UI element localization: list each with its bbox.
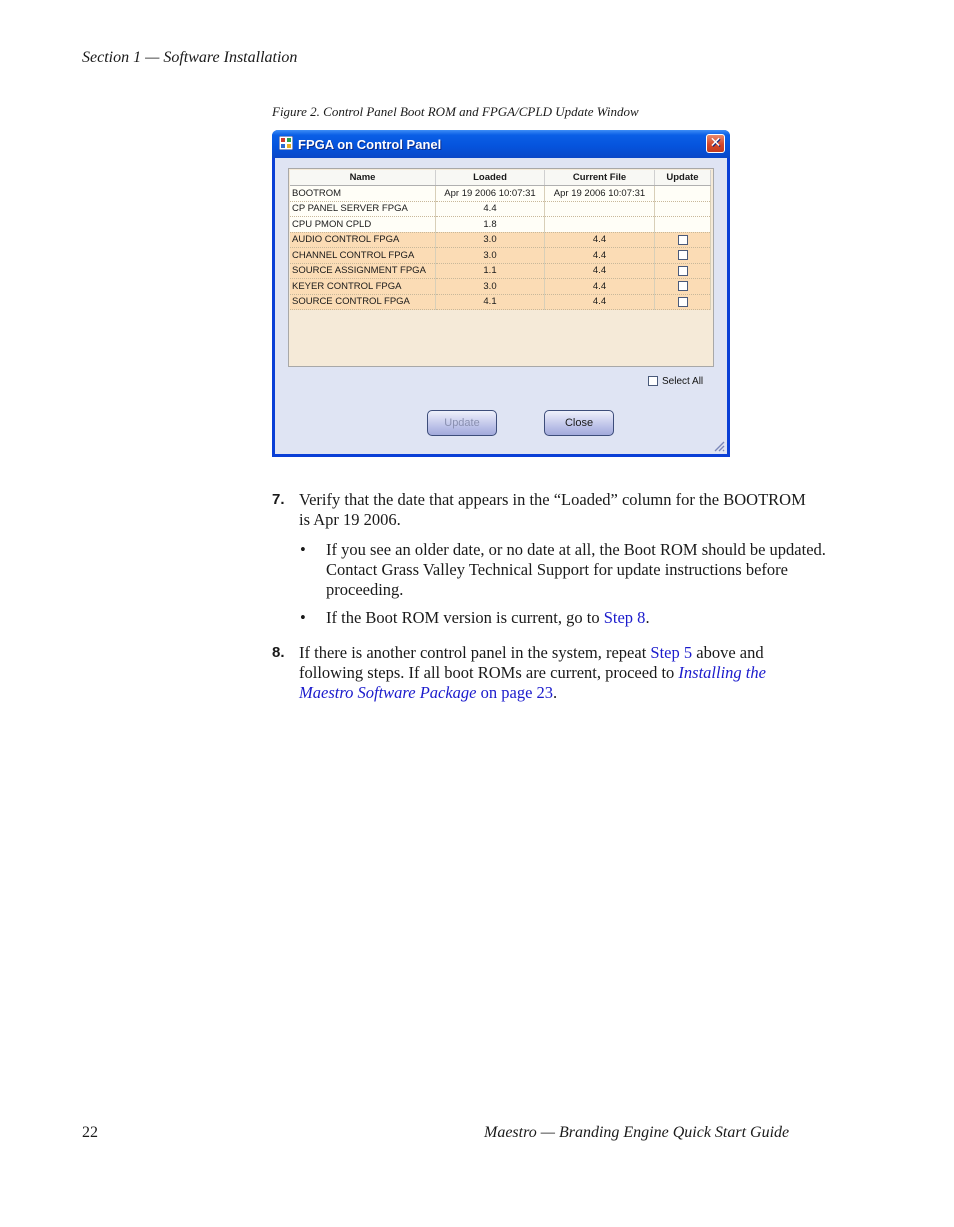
row-update-cell xyxy=(655,217,711,233)
row-name: CP PANEL SERVER FPGA xyxy=(290,201,436,217)
page-number: 22 xyxy=(82,1124,98,1141)
row-name: SOURCE ASSIGNMENT FPGA xyxy=(290,263,436,279)
row-loaded: 1.8 xyxy=(436,217,545,233)
row-loaded: 1.1 xyxy=(436,263,545,279)
table-row[interactable] xyxy=(290,186,711,202)
bullet-2-end: . xyxy=(645,608,650,627)
step-8-intro: If there is another control panel in the system, repeat xyxy=(299,643,651,662)
row-current-file: 4.4 xyxy=(545,248,655,264)
table-header-row xyxy=(290,170,711,186)
column-header-current-file[interactable]: Current File xyxy=(545,170,655,186)
table-row[interactable] xyxy=(290,217,711,233)
table-row[interactable] xyxy=(290,248,711,264)
row-name: KEYER CONTROL FPGA xyxy=(290,279,436,295)
step-7-text: Verify that the date that appears in the “Loaded” column for the BOOTROM is Apr 19 2006. xyxy=(299,490,806,529)
row-loaded: 4.1 xyxy=(436,294,545,310)
row-update-cell xyxy=(655,232,711,248)
step-8-middle: above and following steps. If all boot ROMs are current, proceed to xyxy=(299,643,764,682)
row-loaded: Apr 19 2006 10:07:31 xyxy=(436,186,545,202)
row-current-file: Apr 19 2006 10:07:31 xyxy=(545,186,655,202)
step-7-number: 7. xyxy=(272,491,285,508)
row-loaded: 3.0 xyxy=(436,279,545,295)
table-row[interactable] xyxy=(290,279,711,295)
step-5-link[interactable]: Step 5 xyxy=(650,643,693,662)
installing-package-link-page: on page 23 xyxy=(476,683,554,702)
update-checkbox[interactable] xyxy=(678,297,688,307)
figure-caption: Figure 2. Control Panel Boot ROM and FPGA/CPLD Update Window xyxy=(272,104,639,119)
row-update-cell xyxy=(655,186,711,202)
table-row[interactable] xyxy=(290,201,711,217)
step-7-bullet-1: If you see an older date, or no date at all, the Boot ROM should be updated. Contact Grass Valley Technical Support for update instructions before proceeding. xyxy=(326,540,826,599)
table-row[interactable] xyxy=(290,263,711,279)
row-name: BOOTROM xyxy=(290,186,436,202)
row-name: SOURCE CONTROL FPGA xyxy=(290,294,436,310)
footer-title: Maestro — Branding Engine Quick Start Guide xyxy=(484,1124,790,1141)
row-current-file: 4.4 xyxy=(545,232,655,248)
column-header-name[interactable]: Name xyxy=(290,170,436,186)
row-current-file xyxy=(545,217,655,233)
resize-grip-icon[interactable] xyxy=(713,440,725,452)
row-update-cell xyxy=(655,248,711,264)
fpga-table xyxy=(290,170,711,310)
row-current-file xyxy=(545,201,655,217)
fpga-update-window xyxy=(272,130,730,457)
row-loaded: 4.4 xyxy=(436,201,545,217)
bullet-2-text: If the Boot ROM version is current, go to xyxy=(326,608,604,627)
row-name: CHANNEL CONTROL FPGA xyxy=(290,248,436,264)
step-8-end: . xyxy=(553,683,558,702)
window-close-icon[interactable]: ✕ xyxy=(706,134,725,153)
row-current-file: 4.4 xyxy=(545,294,655,310)
row-update-cell xyxy=(655,201,711,217)
row-name: CPU PMON CPLD xyxy=(290,217,436,233)
select-all-control[interactable] xyxy=(648,376,703,387)
row-current-file: 4.4 xyxy=(545,279,655,295)
column-header-loaded[interactable]: Loaded xyxy=(436,170,545,186)
step-8-text xyxy=(299,643,819,703)
installing-package-link-title: Installing the Maestro Software Package xyxy=(299,663,766,702)
row-update-cell xyxy=(655,263,711,279)
update-checkbox[interactable] xyxy=(678,250,688,260)
window-title: FPGA on Control Panel xyxy=(298,137,442,152)
row-update-cell xyxy=(655,279,711,295)
update-checkbox[interactable] xyxy=(678,266,688,276)
update-checkbox[interactable] xyxy=(678,281,688,291)
section-header: Section 1 — Software Installation xyxy=(82,49,298,66)
application-icon xyxy=(279,136,293,150)
update-button[interactable]: Update xyxy=(427,410,497,436)
row-name: AUDIO CONTROL FPGA xyxy=(290,232,436,248)
step-8-link[interactable]: Step 8 xyxy=(603,608,646,627)
close-button[interactable]: Close xyxy=(544,410,614,436)
row-loaded: 3.0 xyxy=(436,248,545,264)
bullet-icon: • xyxy=(300,608,306,627)
bullet-icon: • xyxy=(300,540,306,559)
table-row[interactable] xyxy=(290,294,711,310)
window-client-area xyxy=(275,158,727,454)
select-all-label: Select All xyxy=(662,376,704,387)
step-7-bullet-2 xyxy=(326,608,826,628)
step-8-number: 8. xyxy=(272,644,285,661)
table-row[interactable] xyxy=(290,232,711,248)
select-all-checkbox[interactable] xyxy=(648,376,658,386)
title-bar[interactable] xyxy=(272,130,730,158)
row-update-cell xyxy=(655,294,711,310)
fpga-grid xyxy=(288,168,714,367)
row-current-file: 4.4 xyxy=(545,263,655,279)
update-checkbox[interactable] xyxy=(678,235,688,245)
column-header-update[interactable]: Update xyxy=(655,170,711,186)
row-loaded: 3.0 xyxy=(436,232,545,248)
